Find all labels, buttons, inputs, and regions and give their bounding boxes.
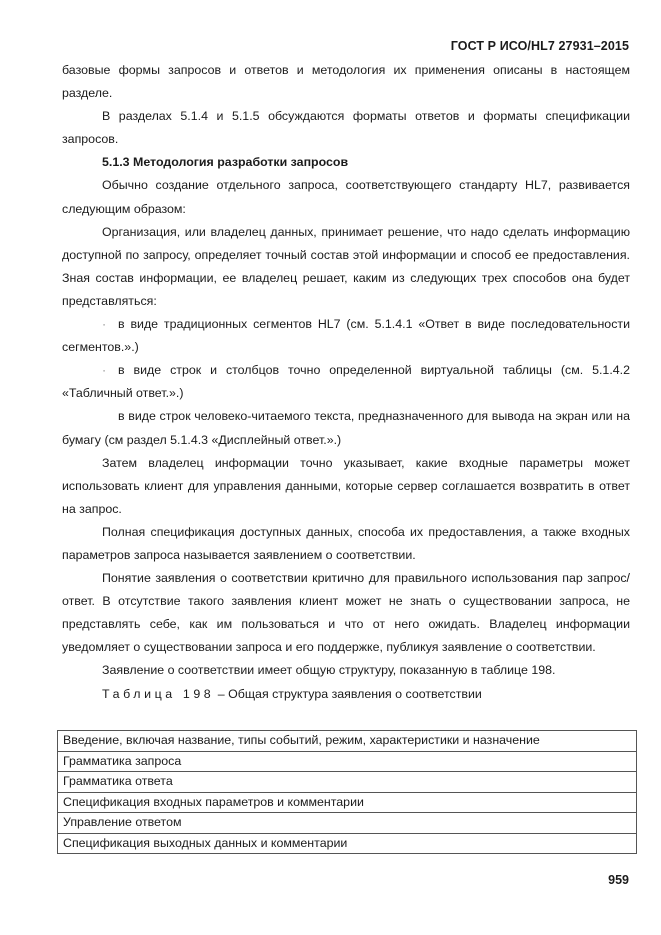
bullet-marker: · (102, 317, 107, 332)
table-caption-label: Таблица 198 (102, 686, 215, 701)
table-cell: Управление ответом (58, 813, 637, 834)
table-row (58, 772, 637, 793)
body-text (62, 59, 630, 706)
table-cell: Спецификация выходных данных и комментарии (58, 833, 637, 854)
list-item (62, 313, 630, 359)
paragraph: Заявление о соответствии имеет общую структуру, показанную в таблице 198. (102, 663, 556, 678)
table-cell: Спецификация входных параметров и комментарии (58, 792, 637, 813)
list-item-text: в виде традиционных сегментов HL7 (см. 5.1.4.1 «Ответ в виде последовательности сегментов.».) (62, 317, 630, 355)
table-row (58, 751, 637, 772)
paragraph: Организация, или владелец данных, принимает решение, что надо сделать информацию доступной по запросу, определяет точный состав этой информации и способ ее предоставления. Зная состав информации, ее владелец решает, каким из следующих трех способов она будет представляться: (62, 224, 630, 308)
table-cell: Введение, включая название, типы событий, режим, характеристики и назначение (58, 731, 637, 752)
table-caption (62, 683, 630, 706)
structure-table (57, 730, 637, 854)
section-heading: 5.1.3 Методология разработки запросов (102, 155, 349, 170)
list-item (62, 359, 630, 405)
paragraph: Полная спецификация доступных данных, способа их предоставления, а также входных параметров запроса называется заявлением о соответствии. (62, 524, 630, 562)
list-item (62, 405, 630, 451)
table-row (58, 833, 637, 854)
paragraph: Понятие заявления о соответствии критично для правильного использования пар запрос/ответ. В отсутствие такого заявления клиент может не знать о существовании запроса, не представлять себе, как им пользоваться и что от него ожидать. Владелец информации уведомляет о существовании запроса и его поддержке, публикуя заявление о соответствии. (62, 571, 630, 655)
paragraph: Затем владелец информации точно указывает, какие входные параметры может использовать клиент для управления данными, которые сервер соглашается возвратить в ответ на запрос. (62, 455, 630, 516)
page-number: 959 (608, 873, 629, 887)
table-row (58, 731, 637, 752)
bullet-marker: · (102, 363, 107, 378)
table-row (58, 792, 637, 813)
paragraph: базовые формы запросов и ответов и методология их применения описаны в настоящем разделе. (62, 63, 630, 101)
table-caption-dash: – (217, 686, 225, 701)
paragraph: Обычно создание отдельного запроса, соответствующего стандарту HL7, развивается следующим образом: (62, 178, 630, 216)
table-cell: Грамматика запроса (58, 751, 637, 772)
paragraph: В разделах 5.1.4 и 5.1.5 обсуждаются форматы ответов и форматы спецификации запросов. (62, 109, 630, 147)
table-row (58, 813, 637, 834)
standard-header: ГОСТ Р ИСО/HL7 27931–2015 (450, 39, 629, 53)
list-item-text: в виде строк и столбцов точно определенной виртуальной таблицы (см. 5.1.4.2 «Табличный ответ.».) (62, 363, 630, 401)
table-cell: Грамматика ответа (58, 772, 637, 793)
table-caption-title: Общая структура заявления о соответствии (228, 686, 482, 701)
list-item-text: в виде строк человеко-читаемого текста, предназначенного для вывода на экран или на бумагу (см раздел 5.1.4.3 «Дисплейный ответ.».) (62, 409, 630, 447)
